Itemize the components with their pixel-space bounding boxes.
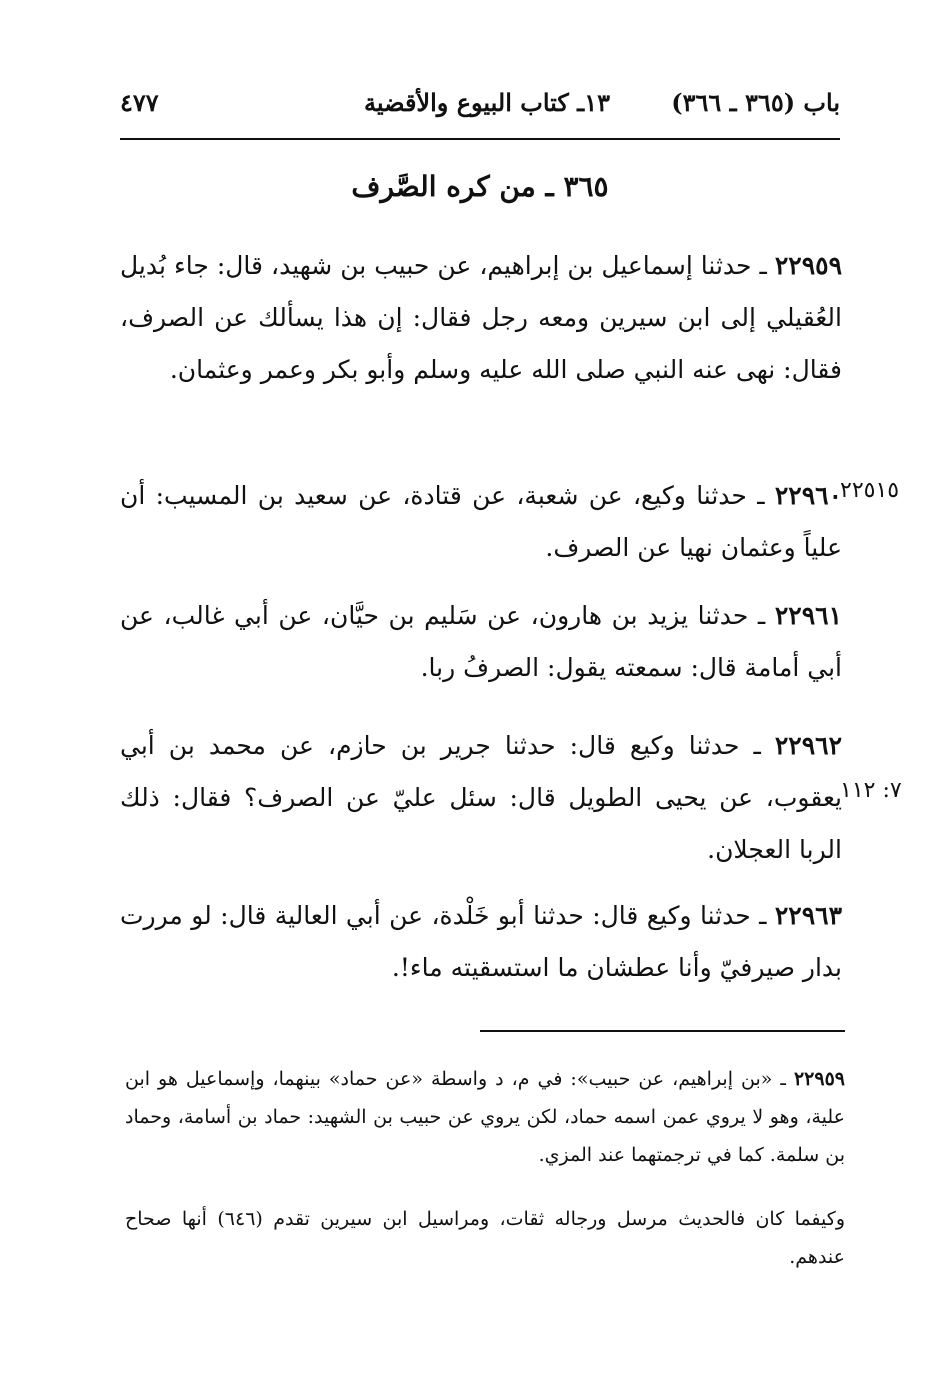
chapter-range: باب (٣٦٥ ـ ٣٦٦) [671,88,840,117]
hadith-text: ـ حدثنا وكيع، عن شعبة، عن قتادة، عن سعيد بن المسيب: أن علياً وعثمان نهيا عن الصرف. [120,481,842,562]
hadith-entry [120,240,842,396]
hadith-entry [120,590,842,694]
hadith-number: ٢٢٩٦٢ [774,731,842,760]
hadith-text: ـ حدثنا يزيد بن هارون، عن سَليم بن حيَّان، عن أبي غالب، عن أبي أمامة قال: سمعته يقول: الصرفُ ربا. [120,601,842,682]
footnote-rule [480,1030,845,1032]
hadith-text: ـ حدثنا وكيع قال: حدثنا جرير بن حازم، عن محمد بن أبي يعقوب، عن يحيى الطويل قال: سئل عليّ عن الصرف؟ فقال: ذلك الربا العجلان. [120,731,842,864]
footnote-text: ـ «بن إبراهيم، عن حبيب»: في م، د واسطة «عن حماد» بينهما، وإسماعيل هو ابن علية، وهو لا يروي عمن اسمه حماد، لكن يروي عن حبيب بن الشهيد: حماد بن أسامة، وحماد بن سلمة. كما في ترجمتهما عند المزي. [125,1068,845,1166]
footnote [125,1060,845,1174]
hadith-entry [120,720,842,876]
footnote-number: ٢٢٩٥٩ [793,1068,845,1090]
hadith-text: ـ حدثنا إسماعيل بن إبراهيم، عن حبيب بن شهيد، قال: جاء بُديل العُقيلي إلى ابن سيرين ومعه رجل فقال: إن هذا يسألك عن الصرف، فقال: نهى عنه النبي صلى الله عليه وسلم وأبو بكر وعمر وعثمان. [120,251,842,384]
hadith-number: ٢٢٩٥٩ [774,251,842,280]
hadith-number: ٢٢٩٦٣ [774,901,842,930]
hadith-text: ـ حدثنا وكيع قال: حدثنا أبو خَلْدة، عن أبي العالية قال: لو مررت بدار صيرفيّ وأنا عطشان ما استسقيته ماء!. [120,901,842,982]
header-rule [120,138,840,140]
chapter-heading: ٣٦٥ ـ من كره الصَّرف [351,170,609,203]
margin-reference: ٢٢٥١٥ [840,478,900,503]
hadith-number: ٢٢٩٦٠ [774,481,842,510]
hadith-entry [120,470,842,574]
footnote [125,1200,845,1276]
hadith-entry [120,890,842,994]
footnote-text: وكيفما كان فالحديث مرسل ورجاله ثقات، ومراسيل ابن سيرين تقدم (٦٤٦) أنها صحاح عندهم. [125,1208,846,1268]
margin-reference: ٧: ١١٢ [840,778,902,803]
page-number: ٤٧٧ [120,88,159,117]
running-header [120,88,840,128]
book-title: ١٣ـ كتاب البيوع والأقضية [364,88,610,117]
hadith-number: ٢٢٩٦١ [774,601,842,630]
